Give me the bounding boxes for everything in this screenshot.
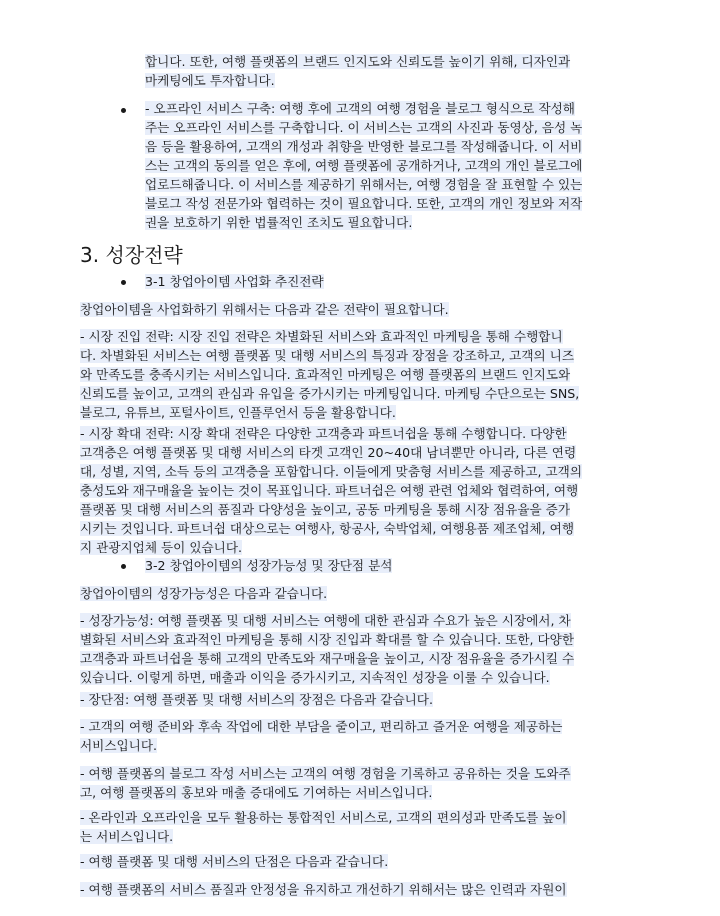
text-line: 신뢰도를 높이고, 고객의 관심과 유입을 증가시키는 마케팅입니다. 마케팅 수단으로는 SNS, bbox=[80, 386, 580, 401]
offline-service-bullet bbox=[145, 99, 635, 232]
intro-paragraph bbox=[145, 52, 635, 90]
text-line: 합니다. 또한, 여행 플랫폼의 브랜드 인지도와 신뢰도를 높이기 위해, 디자인과 bbox=[145, 54, 571, 69]
subsection-heading-1 bbox=[145, 272, 324, 291]
growth-intro bbox=[80, 584, 635, 603]
text-line: - 여행 플랫폼의 서비스 품질과 안정성을 유지하고 개선하기 위해서는 많은 인력과 자원이 bbox=[80, 882, 567, 897]
text-line: 시키는 것입니다. 파트너쉽 대상으로는 여행사, 항공사, 숙박업체, 여행용품 제조업체, 여행 bbox=[80, 521, 575, 536]
text-line: - 고객의 여행 준비와 후속 작업에 대한 부담을 줄이고, 편리하고 즐거운 여행을 제공하는 bbox=[80, 719, 563, 734]
text-line: 충성도와 재구매율을 높이는 것이 목표입니다. 파트너쉽은 여행 관련 업체와 협력하여, 여행 bbox=[80, 483, 579, 498]
section-heading: 3. 성장전략 bbox=[80, 243, 183, 267]
pros-intro bbox=[80, 690, 635, 709]
pro-item-3 bbox=[80, 808, 635, 846]
text-line: - 장단점: 여행 플랫폼 및 대행 서비스의 장점은 다음과 같습니다. bbox=[80, 692, 433, 707]
cons-intro bbox=[80, 852, 635, 871]
subsection-label: 3-2 창업아이템의 성장가능성 및 장단점 분석 bbox=[145, 558, 393, 573]
text-line: 음 등을 활용하여, 고객의 개성과 취향을 반영한 블로그를 작성해줍니다. 이 서비 bbox=[145, 139, 583, 154]
text-line: - 여행 플랫폼 및 대행 서비스의 단점은 다음과 같습니다. bbox=[80, 854, 389, 869]
text-line: 창업아이템을 사업화하기 위해서는 다음과 같은 전략이 필요합니다. bbox=[80, 302, 449, 317]
pro-item-2 bbox=[80, 764, 635, 802]
market-expansion-paragraph bbox=[80, 424, 635, 557]
text-line: 와 만족도를 충족시키는 서비스입니다. 효과적인 마케팅은 여행 플랫폼의 브랜드 인지도와 bbox=[80, 367, 571, 382]
text-line: 주는 오프라인 서비스를 구축합니다. 이 서비스는 고객의 사진과 동영상, 음성 녹 bbox=[145, 120, 583, 135]
subsection-label: 3-1 창업아이템 사업화 추진전략 bbox=[145, 274, 324, 289]
bullet-icon bbox=[121, 280, 126, 285]
text-line: 대, 성별, 지역, 소득 등의 고객층을 포함합니다. 이들에게 맞춤형 서비스를 제공하고, 고객의 bbox=[80, 464, 583, 479]
bullet-icon bbox=[121, 564, 126, 569]
bullet-icon bbox=[121, 108, 126, 113]
text-line: - 여행 플랫폼의 블로그 작성 서비스는 고객의 여행 경험을 기록하고 공유하는 것을 도와주 bbox=[80, 766, 571, 781]
pro-item-1 bbox=[80, 717, 635, 755]
text-line: 다. 차별화된 서비스는 여행 플랫폼 및 대행 서비스의 특징과 장점을 강조하고, 고객의 니즈 bbox=[80, 348, 575, 363]
growth-potential-paragraph bbox=[80, 611, 635, 687]
text-line: 권을 보호하기 위한 법률적인 조치도 필요합니다. bbox=[145, 215, 413, 230]
text-line: 마케팅에도 투자합니다. bbox=[145, 73, 275, 88]
text-line: 서비스입니다. bbox=[80, 738, 157, 753]
text-line: 고객층과 파트너쉽을 통해 고객의 만족도와 재구매율을 높이고, 시장 점유율을 증가시킬 수 bbox=[80, 651, 575, 666]
text-line: 지 관광지업체 등이 있습니다. bbox=[80, 540, 242, 555]
text-line: 업로드해줍니다. 이 서비스를 제공하기 위해서는, 여행 경험을 잘 표현할 수 있는 bbox=[145, 177, 583, 192]
text-line: 창업아이템의 성장가능성은 다음과 같습니다. bbox=[80, 586, 328, 601]
strategy-intro bbox=[80, 300, 635, 319]
market-entry-paragraph bbox=[80, 327, 635, 422]
text-line: 고객층은 여행 플랫폼 및 대행 서비스의 타겟 고객인 20~40대 남녀뿐만 아니라, 다른 연령 bbox=[80, 445, 577, 460]
text-line: 플랫폼 및 대행 서비스의 품질과 다양성을 높이고, 공동 마케팅을 통해 시장 점유율을 증가 bbox=[80, 502, 571, 517]
text-line: 고, 여행 플랫폼의 홍보와 매출 증대에도 기여하는 서비스입니다. bbox=[80, 785, 433, 800]
text-line: - 온라인과 오프라인을 모두 활용하는 통합적인 서비스로, 고객의 편의성과 만족도를 높이 bbox=[80, 810, 567, 825]
text-line: - 오프라인 서비스 구축: 여행 후에 고객의 여행 경험을 블로그 형식으로 작성해 bbox=[145, 101, 575, 116]
text-line: - 시장 확대 전략: 시장 확대 전략은 다양한 고객층과 파트너쉽을 통해 수행합니다. 다양한 bbox=[80, 426, 567, 441]
text-line: - 성장가능성: 여행 플랫폼 및 대행 서비스는 여행에 대한 관심과 수요가 높은 시장에서, 차 bbox=[80, 613, 571, 628]
text-line: 별화된 서비스와 효과적인 마케팅을 통해 시장 진입과 확대를 할 수 있습니다. 또한, 다양한 bbox=[80, 632, 575, 647]
con-item-1 bbox=[80, 880, 635, 899]
text-line: 블로그, 유튜브, 포털사이트, 인플루언서 등을 활용합니다. bbox=[80, 405, 396, 420]
text-line: - 시장 진입 전략: 시장 진입 전략은 차별화된 서비스와 효과적인 마케팅을 통해 수행합니 bbox=[80, 329, 563, 344]
text-line: 있습니다. 이렇게 하면, 매출과 이익을 증가시키고, 지속적인 성장을 이룰 수 있습니다. bbox=[80, 670, 550, 685]
text-line: 스는 고객의 동의를 얻은 후에, 여행 플랫폼에 공개하거나, 고객의 개인 블로그에 bbox=[145, 158, 583, 173]
text-line: 블로그 작성 전문가와 협력하는 것이 필요합니다. 또한, 고객의 개인 정보와 저작 bbox=[145, 196, 583, 211]
subsection-heading-2 bbox=[145, 556, 392, 575]
text-line: 는 서비스입니다. bbox=[80, 829, 174, 844]
